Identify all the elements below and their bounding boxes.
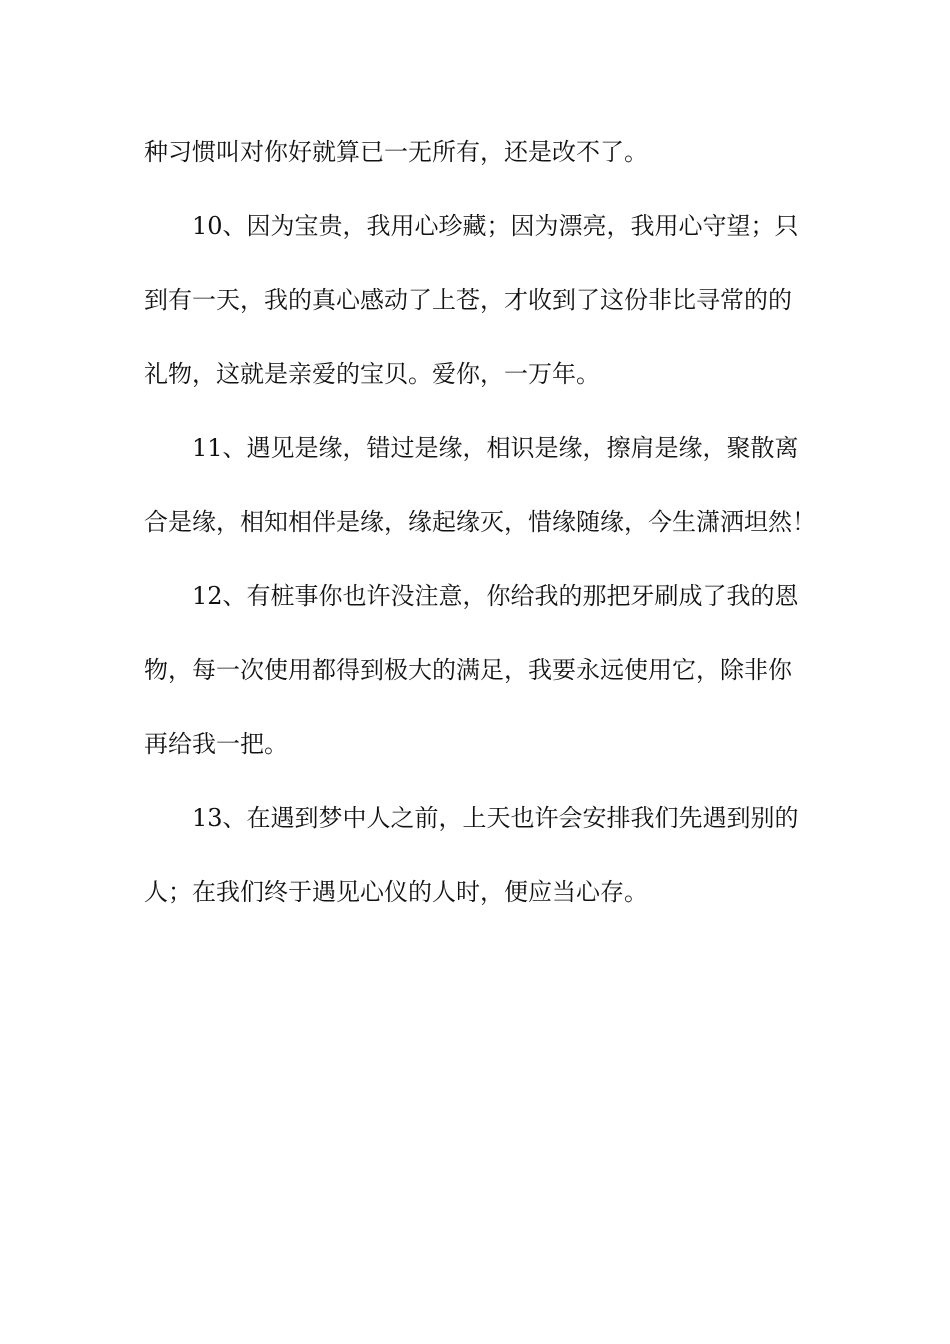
document-body: [144, 128, 816, 942]
text-line: 13、在遇到梦中人之前，上天也许会安排我们先遇到别的: [192, 804, 799, 832]
paragraph-11: [144, 424, 816, 546]
paragraph-13: [144, 794, 806, 916]
text-line: 到有一天，我的真心感动了上苍，才收到了这份非比寻常的的: [144, 286, 792, 314]
text-line: 11、遇见是缘，错过是缘，相识是缘，擦肩是缘，聚散离: [192, 434, 799, 462]
text-line: 12、有桩事你也许没注意，你给我的那把牙刷成了我的恩: [192, 582, 799, 610]
text-line: 合是缘，相知相伴是缘，缘起缘灭，惜缘随缘，今生潇洒坦然！: [144, 508, 816, 536]
text-line: 物，每一次使用都得到极大的满足，我要永远使用它，除非你: [144, 656, 792, 684]
text-line: 礼物，这就是亲爱的宝贝。爱你，一万年。: [144, 360, 600, 388]
text-line: 种习惯叫对你好就算已一无所有，还是改不了。: [144, 138, 648, 166]
text-line: 再给我一把。: [144, 730, 288, 758]
paragraph-10: [144, 202, 806, 398]
text-line: 10、因为宝贵，我用心珍藏；因为漂亮，我用心守望；只: [192, 212, 799, 240]
paragraph-12: [144, 572, 806, 768]
paragraph-continuation: [144, 128, 806, 176]
text-line: 人；在我们终于遇见心仪的人时，便应当心存。: [144, 878, 648, 906]
